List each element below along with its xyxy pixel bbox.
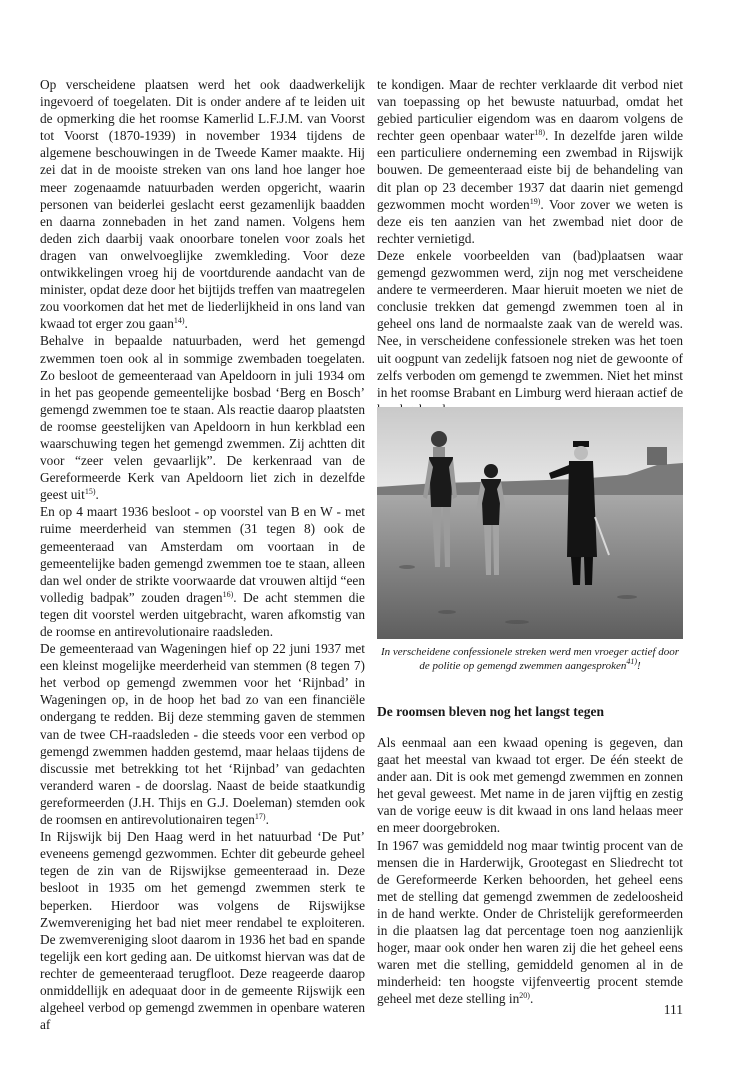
paragraph: De gemeenteraad van Wageningen hief op 22 juni 1937 met een kleinst mogelijke meerderheid van stemmen (8 tegen 7) het verbod op gemengd zwemmen voor het ‘Rijnbad’ in Wageningen op, in de hoop het bad zo van een financiële ondergang te redden. Bij deze stemming gaven de stemmen van de twee CH-raadsleden - die steeds voor een verbod op gemengd zwemmen hadden gestemd, maar helaas tijdens de discussie met betrekking tot het ‘Rijnbad’ van gedachten veranderd waren - de doorslag. Naast de beide staatkundig gereformeerden (J.H. Thijs en G.J. Doeleman) stemden ook de roomsen en antirevolutionairen tegen$^{17)}$. [40,641,365,828]
beach-photo [377,407,683,639]
distant-building [647,447,667,465]
photo-caption: In verscheidene confessionele streken werd men vroeger actief door de politie op gemengd zwemmen aangesproken$^{41)}$! [380,646,680,672]
footnote-ref: 41) [626,656,638,666]
footnote-ref: 19) [529,196,541,206]
paragraph: In Rijswijk bij Den Haag werd in het natuurbad ‘De Put’ eveneens gemengd gezwommen. Echter dit gebeurde geheel tegen de zin van de Rijswijkse gemeenteraad in. Deze besloot in 1935 om het gemengd zwemmen sterk te beperken. Hierdoor was volgens de Rijswijkse Zwemvereniging het bad niet meer rendabel te exploiteren. De zwemvereniging sloot daarom in 1936 het bad en spande tegelijk een kort geding aan. De uitkomst hiervan was dat de rechter de gemeenteraad terugfloot. Deze reageerde daarop onmiddellijk en adequaat door in de gemeente Rijswijk een algeheel verbod op gemengd zwemmen in openbare wateren af [40,829,365,1033]
footnote-ref: 15) [84,487,96,497]
right-column-top [377,76,683,418]
beach [377,495,683,639]
footnote-ref: 16) [222,589,234,599]
paragraph: Deze enkele voorbeelden van (bad)plaatsen waar gemengd gezwommen werd, zijn nog met verscheidene andere te vermeerderen. Maar hieruit moeten we niet de conclusie trekken dat gemengd zwemmen toen al in geheel ons land de normaalste zaak van de wereld was. Nee, in verscheidene confessionele streken was het toen uit oogpunt van zedelijk fatsoen nog niet de gewoonte of zelfs verboden om gemengd te zwemmen. Niet het minst in het roomse Brabant en Limburg werd hieraan actief de [377,247,683,400]
paragraph: En op 4 maart 1936 besloot - op voorstel van B en W - met ruime meerderheid van stemmen (31 tegen 8) ook de gemeenteraad van Amsterdam om voortaan in de gemeentelijke baden gemengd zwemmen toe te staan, alleen dan wel onder de strikte voorwaarde dat vrouwen altijd “een volledig badpak” zouden dragen$^{16)}$. De acht stemmen die tegen dit voorstel werden uitgebracht, waren afkomstig van de roomse en antirevolutionaire raadsleden. [40,504,365,639]
left-column [40,76,365,1033]
footnote-ref: 18) [534,128,545,138]
footnote-ref: 14) [173,316,185,326]
paragraph: Op verscheidene plaatsen werd het ook daadwerkelijk ingevoerd of toegelaten. Dit is onder andere af te leiden uit de opmerking die het roomse Kamerlid L.F.J.M. van Voorst tot Voorst (1870-1939) in november 1934 tijdens de algemene beschouwingen in de Tweede Kamer maakte. Hij zei dat in de mooiste streken van ons land hoe langer hoe meer zogenaamde natuurbaden werden opgericht, waarin personen van beiderlei geslacht eerst gezamenlijk baadden en daarna zonnebaden in het zand namen. Volgens hem deden zich daarbij vaak onoorbare tonelen voor zoals het dragen van onwelvoeglijke zwemkleding. Voor deze ontwikkelingen vroeg hij de voortdurende aandacht van de minister, opdat deze door het bijtijds treffen van maatregelen zou voorkomen dat het met de liederlijkheid in ons land van kwaad tot erger zou gaan$^{14)}$. [40,77,365,332]
paragraph: Als eenmaal aan een kwaad opening is gegeven, dan gaat het meestal van kwaad tot erger. De één steekt de ander aan. Dit is ook met gemengd zwemmen en zonnen het geval geweest. Met name in de jaren vijftig en zestig van de vorige eeuw is dit kwaad in ons land helaas meer en meer doorgebroken. [377,735,683,836]
paragraph: Behalve in bepaalde natuurbaden, werd het gemengd zwemmen toen ook al in sommige zwembaden toegelaten. Zo besloot de gemeenteraad van Apeldoorn in juli 1934 om in het pas geopende gemeentelijke bosbad ‘Berg en Bosch’ gemengd zwemmen toe te staan. Als reactie daarop plaatsten de roomse geestelijken van Apeldoorn in hun kerkblad een waarschuwing tegen het gemengd zwemmen. Zij achtten dit voor “zeer velen gevaarlijk”. De kerkenraad van de Gereformeerde Kerk van Apeldoorn liet zich in dezelfde geest uit$^{15)}$. [40,333,365,503]
section-heading: De roomsen bleven nog het langst tegen [377,704,604,719]
footnote-ref: 17) [254,812,266,822]
paragraph: te kondigen. Maar de rechter verklaarde dit verbod niet van toepassing op het bewuste natuurbad, omdat het gebied particulier eigendom was en daarom volgens de rechter geen openbaar water$^{18)}$. In dezelfde jaren wilde een particuliere onderneming een zwembad in Rijswijk bouwen. De gemeenteraad eiste bij de behandeling van dit plan op 23 december 1937 dat daarin niet gemengd gezwommen mocht worden$^{19)}$. Voor zover we weten is deze eis ten aanzien van het zwembad niet door de rechter vernietigd. [377,77,684,246]
page-number: 111 [663,1002,683,1017]
right-column-bottom [377,734,683,1008]
footnote-ref: 20) [519,991,530,1001]
photo-illustration [377,407,683,639]
paragraph: In 1967 was gemiddeld nog maar twintig procent van de mensen die in Harderwijk, Grootegast en Sliedrecht tot de Gereformeerde Kerken behoorden, het geheel eens met de stelling dat gemengd zwemmen de zedeloosheid in de hand werkte. Onder de Christelijk gereformeerden in die plaatsen lag dat percentage toen nog aanzienlijk hoger, maar ook onder hen waren zij die het geheel eens waren met die stelling, gemiddeld genomen al in de minderheid: ten hoogste vijfenveertig procent stemde geheel met deze stelling $in^{20)}$. [377,837,683,1007]
